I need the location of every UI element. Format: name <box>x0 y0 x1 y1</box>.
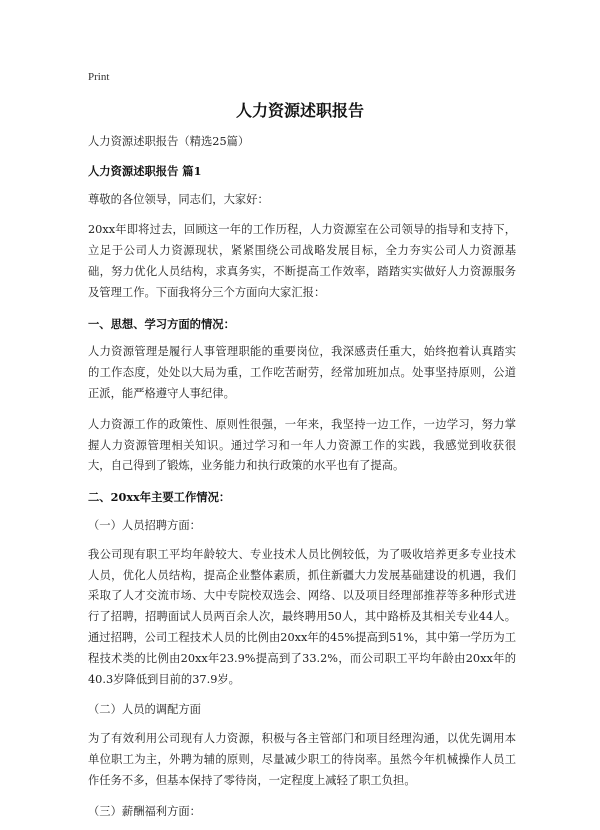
document-body <box>88 132 516 830</box>
recruitment-paragraph: 我公司现有职工平均年龄较大、专业技术人员比例较低，为了吸收培养更多专业技术人员，优化人员结构，提高企业整体素质，抓住新疆大力发展基础建设的机遇，我们采取了人才交流市场、大中专院校双选会、网络、以及项目经理部推荐等多种形式进行了招聘，招聘面试人员两百余人次，最终聘用50人，其中路桥及其相关专业44人。通过招聘，公司工程技术人员的比例由20xx年的45%提高到51%，其中第一学历为工程技术类的比例由20xx年23.9%提高到了33.2%，而公司职工平均年龄由20xx年的40.3岁降低到目前的37.9岁。 <box>88 547 516 686</box>
section1-heading: 一、思想、学习方面的情况： <box>88 316 235 331</box>
greeting: 尊敬的各位领导，同志们，大家好： <box>88 192 269 206</box>
print-label: Print <box>88 71 110 83</box>
recruitment-heading: （一）人员招聘方面： <box>88 518 201 532</box>
document-subtitle: 人力资源述职报告（精选25篇） <box>88 135 250 148</box>
intro-paragraph: 20xx年即将过去，回顾这一年的工作历程，人力资源室在公司领导的指导和支持下，立足于公司人力资源现状，紧紧围绕公司战略发展目标，全力夯实公司人力资源基础，努力优化人员结构，求真务实，不断提高工作效率，踏踏实实做好人力资源服务及管理工作。下面我将分三个方面向大家汇报： <box>88 223 516 299</box>
section1-paragraph-2: 人力资源工作的政策性、原则性很强，一年来，我坚持一边工作，一边学习，努力掌握人力资源管理相关知识。通过学习和一年人力资源工作的实践，我感觉到收获很大，自己得到了锻炼，业务能力和执行政策的水平也有了提高。 <box>88 417 516 473</box>
compensation-heading: （三）薪酬福利方面： <box>88 804 201 818</box>
section1-paragraph-1: 人力资源管理是履行人事管理职能的重要岗位，我深感责任重大，始终抱着认真踏实的工作态度，处处以大局为重，工作吃苦耐劳，经常加班加点。处事坚持原则，公道正派，能严格遵守人事纪律。 <box>88 345 516 400</box>
part-heading: 人力资源述职报告 篇1 <box>88 163 202 178</box>
document-title: 人力资源述职报告 <box>235 101 364 120</box>
allocation-heading: （二）人员的调配方面 <box>88 703 201 717</box>
allocation-paragraph: 为了有效利用公司现有人力资源，积极与各主管部门和项目经理沟通，以优先调用本单位职工为主，外聘为辅的原则，尽量减少职工的待岗率。虽然今年机械操作人员工作任务不多，但基本保持了零待岗，一定程度上减轻了职工负担。 <box>88 732 516 787</box>
section2-heading: 二、20xx年主要工作情况： <box>88 490 231 505</box>
